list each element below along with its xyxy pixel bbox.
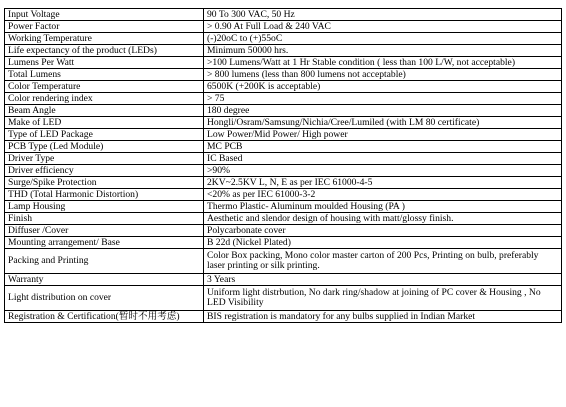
- table-row: [5, 105, 562, 117]
- row-label-diffuser-cover: Diffuser /Cover: [5, 225, 204, 237]
- row-value-mounting-base: B 22d (Nickel Plated): [204, 237, 562, 249]
- row-value-input-voltage: 90 To 300 VAC, 50 Hz: [204, 9, 562, 21]
- row-label-beam-angle: Beam Angle: [5, 105, 204, 117]
- row-label-surge-protection: Surge/Spike Protection: [5, 177, 204, 189]
- table-row: [5, 189, 562, 201]
- row-label-make-of-led: Make of LED: [5, 117, 204, 129]
- table-row: [5, 213, 562, 225]
- table-row: [5, 286, 562, 311]
- row-label-mounting-base: Mounting arrangement/ Base: [5, 237, 204, 249]
- row-label-thd: THD (Total Harmonic Distortion): [5, 189, 204, 201]
- row-value-color-temperature: 6500K (+200K is acceptable): [204, 81, 562, 93]
- row-label-lamp-housing: Lamp Housing: [5, 201, 204, 213]
- row-value-driver-efficiency: >90%: [204, 165, 562, 177]
- row-value-light-distribution: Uniform light distrbution, No dark ring/shadow at joining of PC cover & Housing , No LED Visibility: [204, 286, 562, 311]
- row-label-warranty: Warranty: [5, 274, 204, 286]
- row-value-packing-printing: Color Box packing, Mono color master carton of 200 Pcs, Printing on bulb, preferably laser printing or silk printing.: [204, 249, 562, 274]
- row-value-driver-type: IC Based: [204, 153, 562, 165]
- table-row: [5, 177, 562, 189]
- table-row: [5, 274, 562, 286]
- table-row: [5, 21, 562, 33]
- row-label-color-rendering-index: Color rendering index: [5, 93, 204, 105]
- table-row: [5, 9, 562, 21]
- table-row: [5, 57, 562, 69]
- table-row: [5, 117, 562, 129]
- table-row: [5, 45, 562, 57]
- row-value-beam-angle: 180 degree: [204, 105, 562, 117]
- row-label-driver-type: Driver Type: [5, 153, 204, 165]
- row-value-make-of-led: Hongli/Osram/Samsung/Nichia/Cree/Lumiled (with LM 80 certificate): [204, 117, 562, 129]
- row-value-lumens-per-watt: >100 Lumens/Watt at 1 Hr Stable condition ( less than 100 L/W, not acceptable): [204, 57, 562, 69]
- row-value-registration-certification: BIS registration is mandatory for any bulbs supplied in Indian Market: [204, 311, 562, 323]
- row-value-surge-protection: 2KV~2.5KV L, N, E as per IEC 61000-4-5: [204, 177, 562, 189]
- row-label-input-voltage: Input Voltage: [5, 9, 204, 21]
- row-label-lumens-per-watt: Lumens Per Watt: [5, 57, 204, 69]
- row-label-life-expectancy: Life expectancy of the product (LEDs): [5, 45, 204, 57]
- row-label-finish: Finish: [5, 213, 204, 225]
- table-row: [5, 153, 562, 165]
- table-row: [5, 165, 562, 177]
- row-value-led-package: Low Power/Mid Power/ High power: [204, 129, 562, 141]
- row-value-lamp-housing: Thermo Plastic- Aluminum moulded Housing (PA ): [204, 201, 562, 213]
- table-row: [5, 81, 562, 93]
- row-label-registration-certification: Registration & Certification(暂时不用考虑): [5, 311, 204, 323]
- row-label-color-temperature: Color Temperature: [5, 81, 204, 93]
- table-row: [5, 69, 562, 81]
- table-row: [5, 249, 562, 274]
- table-row: [5, 311, 562, 323]
- row-value-working-temperature: (-)20oC to (+)55oC: [204, 33, 562, 45]
- row-value-diffuser-cover: Polycarbonate cover: [204, 225, 562, 237]
- row-value-total-lumens: > 800 lumens (less than 800 lumens not acceptable): [204, 69, 562, 81]
- table-row: [5, 237, 562, 249]
- table-row: [5, 129, 562, 141]
- table-row: [5, 141, 562, 153]
- row-label-driver-efficiency: Driver efficiency: [5, 165, 204, 177]
- row-label-total-lumens: Total Lumens: [5, 69, 204, 81]
- table-row: [5, 225, 562, 237]
- table-row: [5, 93, 562, 105]
- row-value-pcb-type: MC PCB: [204, 141, 562, 153]
- row-value-finish: Aesthetic and slendor design of housing with matt/glossy finish.: [204, 213, 562, 225]
- spec-table: [4, 8, 562, 323]
- table-row: [5, 201, 562, 213]
- row-label-led-package: Type of LED Package: [5, 129, 204, 141]
- row-label-packing-printing: Packing and Printing: [5, 249, 204, 274]
- row-label-working-temperature: Working Temperature: [5, 33, 204, 45]
- table-row: [5, 33, 562, 45]
- row-value-thd: <20% as per IEC 61000-3-2: [204, 189, 562, 201]
- row-value-life-expectancy: Minimum 50000 hrs.: [204, 45, 562, 57]
- row-value-power-factor: > 0.90 At Full Load & 240 VAC: [204, 21, 562, 33]
- row-label-light-distribution: Light distribution on cover: [5, 286, 204, 311]
- row-label-power-factor: Power Factor: [5, 21, 204, 33]
- row-value-warranty: 3 Years: [204, 274, 562, 286]
- row-label-pcb-type: PCB Type (Led Module): [5, 141, 204, 153]
- row-value-color-rendering-index: > 75: [204, 93, 562, 105]
